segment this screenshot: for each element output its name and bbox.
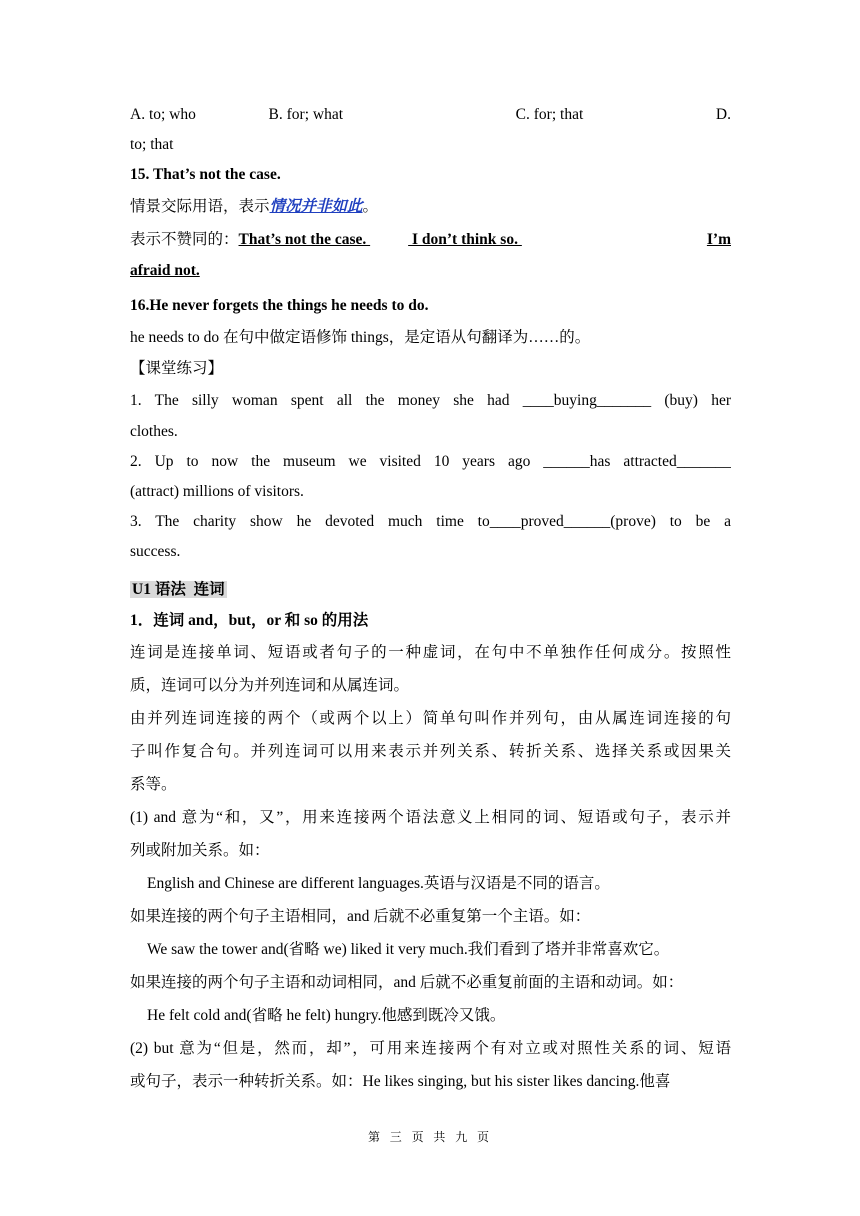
- section-title: U1 语法 连词: [132, 581, 225, 598]
- practice-q2-line1: 2. Up to now the museum we visited 10 years ago ______has attracted_______: [130, 453, 731, 470]
- item15-disagree: 表示不赞同的： That’s not the case. I don’t think so. I’m: [130, 223, 731, 256]
- option-a: A. to; who: [130, 106, 196, 123]
- grammar-p4: 如果连接的两个句子主语相同，and 后就不必重复第一个主语。如：: [130, 908, 591, 925]
- phrase-afraid-not-a: I’m: [706, 231, 731, 248]
- practice-q1-line2: clothes.: [130, 423, 178, 440]
- highlight-text: 情况并非如此: [269, 198, 363, 215]
- grammar-example-1: English and Chinese are different languages.英语与汉语是不同的语言。: [147, 875, 610, 892]
- option-d: D.: [715, 106, 731, 123]
- section-title-row: [130, 573, 731, 606]
- item15-title: 15. That’s not the case.: [130, 166, 281, 183]
- grammar-p6-l1: (2) but 意为“但是，然而，却”，可用来连接两个有对立或对照性关系的词、短语: [130, 1040, 731, 1057]
- item16-note: he needs to do 在句中做定语修饰 things，是定语从句翻译为……的。: [130, 329, 591, 346]
- phrase-afraid-not-b: afraid not.: [130, 262, 200, 279]
- document-page: [130, 102, 731, 1098]
- grammar-p3-l2: 列或附加关系。如：: [130, 842, 270, 859]
- option-d-cont: to; that: [130, 136, 174, 153]
- practice-q3-line1: 3. The charity show he devoted much time to____proved______(prove) to be a: [130, 513, 731, 530]
- option-b: B. for; what: [268, 106, 344, 123]
- grammar-p6-l2: 或句子，表示一种转折关系。如：He likes singing, but his sister likes dancing.他喜: [130, 1073, 671, 1090]
- grammar-p1-l1: 连词是连接单词、短语或者句子的一种虚词，在句中不单独作任何成分。按照性: [130, 644, 731, 661]
- practice-q2-line2: (attract) millions of visitors.: [130, 483, 304, 500]
- phrase-dont-think-so: I don’t think so.: [408, 231, 522, 248]
- grammar-p3-l1: (1) and 意为“和，又”，用来连接两个语法意义上相同的词、短语或句子，表示并: [130, 809, 731, 826]
- grammar-p5: 如果连接的两个句子主语和动词相同，and 后就不必重复前面的主语和动词。如：: [130, 974, 684, 991]
- practice-q3-line2: success.: [130, 543, 181, 560]
- grammar-p2-l2: 子叫作复合句。并列连词可以用来表示并列关系、转折关系、选择关系或因果关: [130, 743, 731, 760]
- grammar-example-3: He felt cold and(省略 he felt) hungry.他感到既冷又饿。: [147, 1007, 506, 1024]
- grammar-example-2: We saw the tower and(省略 we) liked it very much.我们看到了塔并非常喜欢它。: [147, 941, 670, 958]
- q14-options: [130, 100, 731, 130]
- grammar-p2-l1: 由并列连词连接的两个（或两个以上）简单句叫作并列句，由从属连词连接的句: [130, 710, 731, 727]
- grammar-p2-l3: 系等。: [130, 776, 177, 793]
- phrase-not-the-case: That’s not the case.: [238, 231, 371, 248]
- grammar-subtitle: 1．连词 and，but，or 和 so 的用法: [130, 612, 369, 629]
- item15-desc: 情景交际用语，表示情况并非如此。: [130, 198, 379, 215]
- practice-q1-line1: 1. The silly woman spent all the money she had ____buying_______ (buy) her: [130, 392, 731, 409]
- practice-heading: 【课堂练习】: [130, 360, 224, 377]
- option-c: C. for; that: [515, 106, 584, 123]
- item16-title: 16.He never forgets the things he needs to do.: [130, 297, 429, 314]
- page-footer: 第 三 页 共 九 页: [367, 1130, 493, 1144]
- grammar-p1-l2: 质，连词可以分为并列连词和从属连词。: [130, 677, 410, 694]
